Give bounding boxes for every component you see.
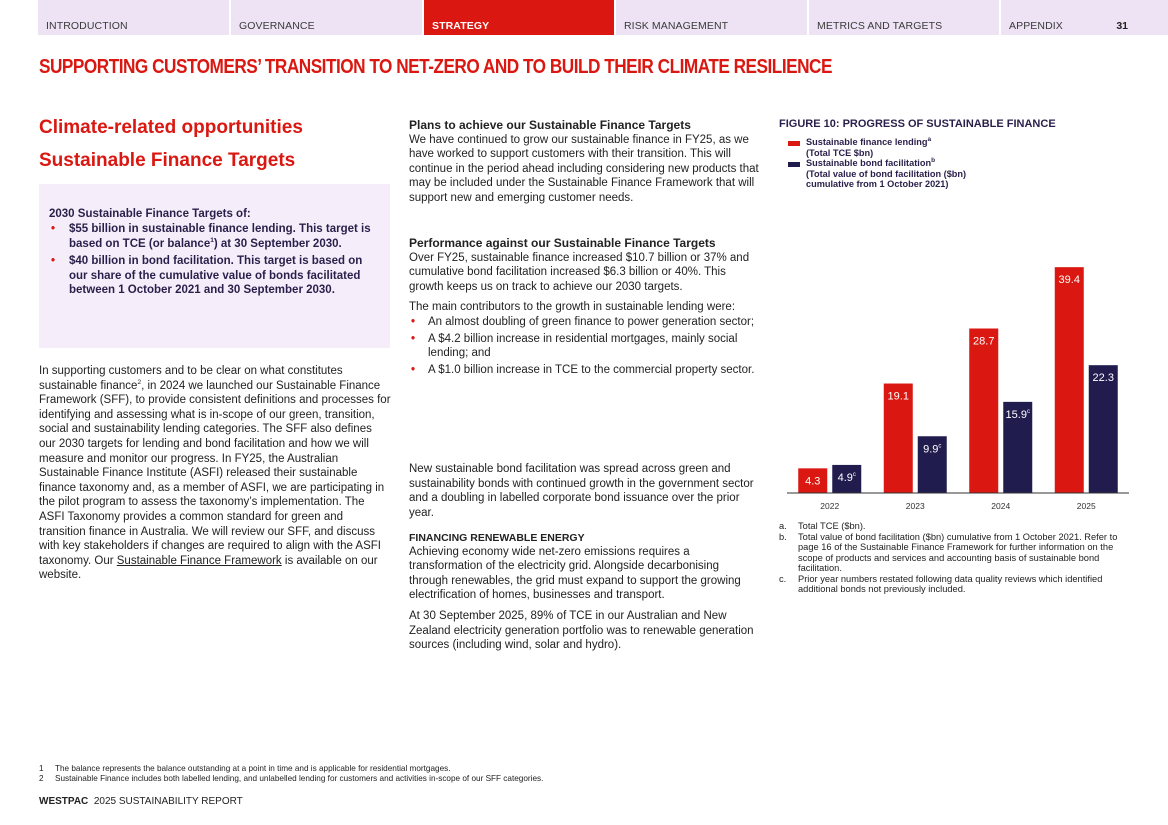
footnote-ref: 2 [137,378,142,386]
note-ref: b [931,156,936,164]
note-text: Total TCE ($bn). [798,521,866,531]
footnote-ref: 1 [210,236,214,244]
footnote-number: 2 [39,774,44,783]
renewable-text: Achieving economy wide net-zero emissions requires a transformation of the electricity grid. Alongside decarbonising through renewables, the grid must expand to support the growing electrification of homes, businesses and transport. [409,545,741,602]
note-ref: a [927,135,932,143]
bar-value-label: 9.9$^c$ [923,443,942,456]
bar-value-label: 39.4 [1058,274,1080,287]
list-item-text: A $1.0 billion increase in TCE to the commercial property sector. [428,363,755,376]
contributors-intro: The main contributors to the growth in sustainable lending were: [409,301,736,314]
para-text: In supporting customers and to be clear on what constitutes sustainable finance [39,365,343,392]
target-bond-text: $40 billion in bond facilitation. This target is based on our share of the cumulative value of bonds facilitated between 1 October 2021 and 30 September 2030. [69,255,363,297]
footer-title: 2025 SUSTAINABILITY REPORT [93,796,243,807]
bar-lending-2025 [1055,267,1084,493]
tab-strategy[interactable]: STRATEGY [424,0,616,35]
legend-swatch-red [788,141,800,146]
tab-introduction[interactable]: INTRODUCTION [38,0,231,35]
tab-risk-management[interactable]: RISK MANAGEMENT [616,0,809,35]
tab-appendix[interactable]: APPENDIX [1001,0,1168,35]
list-item [409,332,759,361]
footnote [39,764,543,774]
bond-facilitation-text: New sustainable bond facilitation was spread across green and sustainability bonds with continued growth in the government sector and a doubling in labelled corporate bond issuance over the prior year. [409,463,754,519]
note-label: c. [779,573,787,584]
bar-lending-2024 [969,329,998,494]
x-tick-label: 2023 [905,501,925,511]
bar-value-label: 19.1 [887,390,909,403]
bullet-icon: • [51,223,56,235]
top-navigation [38,0,1168,35]
bar-value-label: 15.9$^c$ [1005,408,1030,421]
target-lending-text: $55 billion in sustainable finance lending. This target is based on TCE (or balance [69,223,371,250]
targets-box-title: 2030 Sustainable Finance Targets of: [49,208,251,220]
note-text: Total value of bond facilitation ($bn) cumulative from 1 October 2021. Refer to page 16 of the Sustainable Finance Framework for further information on the scope of products and services and accounting basis of sustainable bond facilitation. [798,531,1118,573]
performance-section [409,236,759,379]
footnote [39,774,543,784]
tab-governance[interactable]: GOVERNANCE [231,0,424,35]
legend-label: Sustainable finance lending [806,137,928,147]
sff-paragraph [39,364,391,583]
legend-item-lending [789,137,931,158]
renewable-heading: FINANCING RENEWABLE ENERGY [409,532,585,544]
legend-swatch-navy [788,162,800,167]
target-lending-text-end: ) at 30 September 2030. [213,237,342,250]
legend-label: Sustainable bond facilitation [806,158,932,168]
bar-value-label: 22.3 [1092,372,1114,385]
contributors-list [409,315,759,377]
renewable-section [409,531,759,653]
figure-note [779,574,1139,595]
sff-link[interactable]: Sustainable Finance Framework [116,554,282,567]
figure-title: FIGURE 10: PROGRESS OF SUSTAINABLE FINANCE [779,118,1056,130]
sustainable-finance-bar-chart [779,250,1139,515]
list-item-text: An almost doubling of green finance to power generation sector; [428,315,755,328]
targets-list [49,222,380,298]
page-number: 31 [1116,20,1128,32]
footnote-number: 1 [39,764,44,773]
list-item [409,315,759,330]
target-item-lending [49,222,380,251]
bullet-icon: • [411,332,416,345]
note-label: b. [779,531,787,542]
page-footer [39,796,243,807]
tab-metrics-and-targets[interactable]: METRICS AND TARGETS [809,0,1001,35]
bar-bond-2025 [1089,365,1118,493]
page-headline: SUPPORTING CUSTOMERS’ TRANSITION TO NET-ZERO AND TO BUILD THEIR CLIMATE RESILIENCE [39,55,832,78]
bullet-icon: • [411,315,416,328]
bar-value-label: 4.3 [805,475,821,488]
section-heading-sustainable-finance-targets: Sustainable Finance Targets [39,150,296,171]
target-item-bond [49,254,380,298]
plans-text: We have continued to grow our sustainable finance in FY25, as we have worked to support customers with their transition. This will continue in the period ahead including considering new products that may be included under the Sustainable Finance Framework that will support new and emerging customer needs. [409,133,759,204]
plans-heading: Plans to achieve our Sustainable Finance Targets [409,118,691,132]
footnote-text: The balance represents the balance outstanding at a point in time and is applicable for residential mortgages. [55,764,451,773]
note-text: Prior year numbers restated following data quality reviews which identified additional bonds not previously included. [798,573,1103,594]
footnote-text: Sustainable Finance includes both labelled lending, and unlabelled lending for customers and activities in-scope of our SFF categories. [55,774,544,783]
para-text: , in 2024 we launched our Sustainable Finance Framework (SFF), to provide consistent definitions and processes for identifying and assessing what is in-scope of our green, transition, social and sustainability lending categories. The SFF also defines our 2030 targets for lending and bond facilitation and how we will measure and monitor our progress. In FY25, the Australian Sustainable Finance Institute (ASFI) released their sustainable finance taxonomy and, as a member of ASFI, we are participating in the pilot program to assess the taxonomy’s implementation. The ASFI Taxonomy provides a common standard for green and transition finance in Australia. We will review our SFF, and discuss with key stakeholders if changes are required to align with the ASFI taxonomy. Our [39,379,391,567]
note-label: a. [779,521,787,531]
figure-note [779,532,1139,574]
list-item-text: A $4.2 billion increase in residential mortgages, mainly social lending; and [428,332,738,360]
list-item [409,363,759,378]
figure-note [779,521,1139,532]
renewable-stat-text: At 30 September 2025, 89% of TCE in our Australian and New Zealand electricity generation portfolio was to renewable generation sources (including wind, solar and hydro). [409,609,754,652]
x-tick-label: 2024 [991,501,1011,511]
targets-callout-box [39,184,390,348]
x-tick-label: 2022 [820,501,840,511]
legend-sublabel: cumulative from 1 October 2021) [806,179,949,189]
para-text: is available on our website. [39,554,378,582]
bar-value-label: 28.7 [973,335,995,348]
plans-section [409,118,759,206]
page-footnotes [39,764,543,784]
bullet-icon: • [51,255,56,268]
performance-text: Over FY25, sustainable finance increased $10.7 billion or 37% and cumulative bond facilitation increased $6.3 billion or 40%. This growth keeps us on track to achieve our 2030 targets. [409,251,750,293]
bullet-icon: • [411,363,416,376]
bar-value-label: 4.9$^c$ [837,471,856,484]
figure-notes [779,521,1139,595]
footer-brand: WESTPAC [39,796,89,807]
performance-heading: Performance against our Sustainable Finance Targets [409,236,716,250]
legend-sublabel: (Total value of bond facilitation ($bn) [806,168,967,179]
x-tick-label: 2025 [1076,501,1096,511]
legend-item-bond [789,158,966,190]
legend-sublabel: (Total TCE $bn) [806,147,874,158]
section-heading-climate-opportunities: Climate-related opportunities [39,117,303,138]
